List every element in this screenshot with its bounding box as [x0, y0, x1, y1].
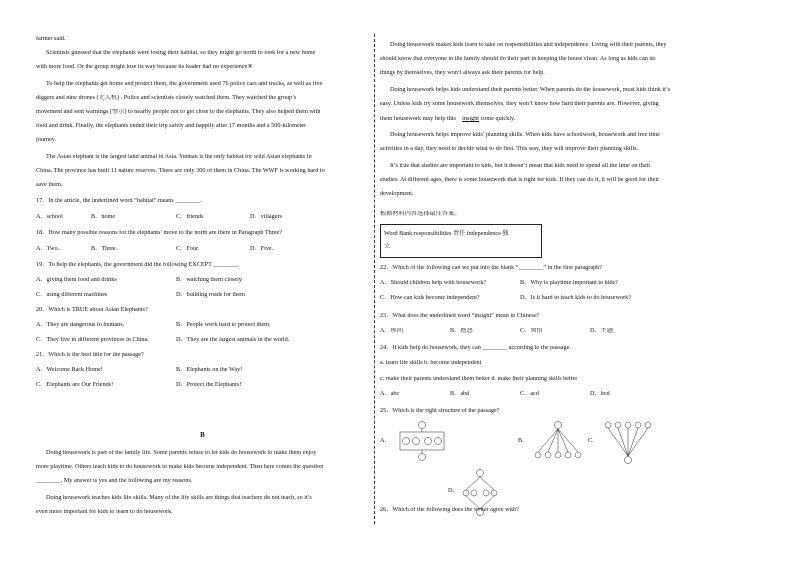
paragraph-line: It’s true that studies are important to kids, but it doesn’t mean that kids need to spend all the time on their [390, 163, 651, 169]
structure-diagram-a [392, 420, 452, 462]
question-26: 26．Which of the following does the writer agree with? [380, 507, 519, 513]
option: B．Elephants on the Way! [176, 367, 243, 373]
paragraph-line: studies. At different ages, there is some housework that is right for kids. If they can do it, it will be good for their [380, 177, 660, 183]
paragraph-line: even more important for kids to learn to do housework. [36, 509, 173, 515]
option: B．People work hard to protect them. [176, 322, 271, 328]
option: C．Elephants are Our Friends! [36, 382, 114, 388]
paragraph-line: Scientists guessed that the elephants were losing their habitat, so they might go north to look for a new home [46, 50, 316, 56]
option: A．giving them food and drinks [36, 277, 117, 283]
option-label: A． [380, 438, 391, 444]
option: D．villagers [250, 214, 282, 220]
paragraph-line: ________. My answer is yes and the following are my reasons. [36, 478, 193, 484]
word-bank-line: 立 [384, 243, 391, 250]
option: D．主题 [590, 328, 614, 334]
structure-diagram-c [598, 420, 658, 468]
paragraph-line: with more food. Or the group might lose its way because its leader had no experience⑧ [36, 64, 253, 70]
question-20: 20．Which is TRUE about Asian Elephants? [36, 307, 148, 313]
word-bank-line: Word Bank:responsibilities 责任 independence 独 [384, 230, 509, 237]
paragraph-line: journey. [36, 137, 57, 143]
question-19: 19．To help the elephants, the government did the following EXCEPT ________. [36, 262, 240, 268]
paragraph-line [380, 116, 515, 122]
option: C．领悟 [520, 328, 543, 334]
option: C．They live in different provinces in China. [36, 337, 149, 343]
paragraph-line: diggers and nine drones (无人机) . Police and scientists closely watched them. They watched the group’s [36, 95, 297, 101]
paragraph-line: development. [380, 191, 414, 197]
option: B．abd [450, 391, 470, 397]
question-25: 25．Which is the right structure of the passage? [380, 408, 500, 414]
paragraph-line: should know that everyone in the family should do their part in keeping the house clean. As long as kids can do [380, 56, 656, 62]
section-b-heading: B [200, 431, 205, 439]
instruction: 根据材料内容选择最佳答案。 [380, 211, 461, 217]
option: B．Three. [91, 246, 118, 252]
option: A．Should children help with housework? [380, 280, 487, 286]
option: B．home [91, 214, 116, 220]
question-23: 23．What does the underlined word “insight” mean in Chinese? [380, 313, 540, 319]
option-label: B． [518, 438, 529, 444]
word-bank-box [380, 224, 542, 258]
question-24: 24．If kids help do housework, they can ________ according to the passage. [380, 345, 571, 351]
option-label: D． [448, 488, 459, 494]
option: C．acd [520, 391, 539, 397]
option: D．Protect the Elephants! [176, 382, 242, 388]
paragraph-line: Doing housework helps kids understand their parents better. When parents do the housework, most kids think it’s [390, 87, 670, 93]
option: A．abc [380, 391, 400, 397]
question-22: 22．Which of the following can we put into the blank “________” in the first paragraph? [380, 265, 603, 271]
option: A．痑问 [380, 328, 404, 334]
text-span: them housework may help this [380, 116, 456, 122]
option: C．How can kids become independent? [380, 295, 480, 301]
option: A．Welcome Back Home! [36, 367, 103, 373]
paragraph-line: save them. [36, 182, 63, 188]
option: C．friends [176, 214, 204, 220]
paragraph-line: things by themselves, they won’t always ask their parents for help. [380, 70, 545, 76]
paragraph-line: activities in a day, they need to decide what to do first. This way, they will improve their planning skills. [380, 146, 639, 152]
option: D．building roads for them [176, 292, 245, 298]
column-divider [374, 34, 375, 524]
option: A．They are dangerous to humans. [36, 322, 125, 328]
question-17: 17．In the article, the underlined word “habitat” means ________. [36, 198, 202, 204]
option: B．Why is playtime important to kids? [520, 280, 618, 286]
option: B．watching them closely [176, 277, 242, 283]
paragraph-line: Doing housework is part of the family life. Some parents refuse to let kids do housework to make them enjoy [46, 450, 317, 456]
option: D．Five. [250, 246, 274, 252]
paragraph-line: movement and sent warnings (警示) to nearby people not to get close to the elephants. They also helped them with [36, 109, 321, 115]
paragraph-line: Doing housework helps improve kids’ planning skills. When kids have schoolwork, housework and free time [390, 132, 660, 138]
paragraph-line: easy. Unless kids try some housework themselves, they won’t know how hard their parents are. However, giving [380, 101, 659, 107]
choice-line: a. learn life skills b. become independent [380, 360, 482, 366]
text-span: come quickly. [480, 116, 516, 122]
option: B．抱怨 [450, 328, 473, 334]
option: D．They are the largest animals in the world. [176, 337, 290, 343]
paragraph-line: food and drink. Finally, the elephants ended their trip safely and happily after 17 months and a 500-kilometer [36, 123, 307, 129]
paragraph-line: The Asian elephant is the largest land animal in Asia. Yunnan is the only habitat for wild Asian elephants in [46, 154, 312, 160]
question-18: 18．How many possible reasons for the elephants’ move to the north are there in Paragraph Three? [36, 230, 282, 236]
option: D．bcd [590, 391, 610, 397]
option: D．Is it hard to teach kids to do housework? [520, 295, 632, 301]
question-21: 21．Which is the best title for the passage? [36, 352, 144, 358]
paragraph-line: Doing housework makes kids learn to take on responsibilities and independence. Living with their parents, they [390, 42, 667, 48]
underlined-word-insight: insight [462, 116, 480, 122]
option: C．Four. [176, 246, 200, 252]
paragraph-line: China. The province has built 11 nature reserves. There are only 300 of them in China. The WWF is working hard to [36, 168, 325, 174]
choice-line: c. make their parents understand them better d. make their planning skills better [380, 376, 578, 382]
paragraph-line: more playtime. Others teach kids to do housework to make kids become independent. Then here comes the question [36, 464, 324, 470]
option: A．Two. [36, 246, 60, 252]
paragraph-line: To help the elephants get home and protect them, the government used 76 police cars and trucks, as well as five [46, 81, 323, 87]
option: A．school [36, 214, 63, 220]
paragraph-line: Doing housework teaches kids life skills. Many of the life skills are things that teachers do not teach, so it’s [46, 495, 312, 501]
paragraph-line: farmer said. [36, 36, 66, 42]
option-label: C． [588, 438, 599, 444]
option: C．using different machines [36, 292, 108, 298]
structure-diagram-b [528, 420, 588, 462]
